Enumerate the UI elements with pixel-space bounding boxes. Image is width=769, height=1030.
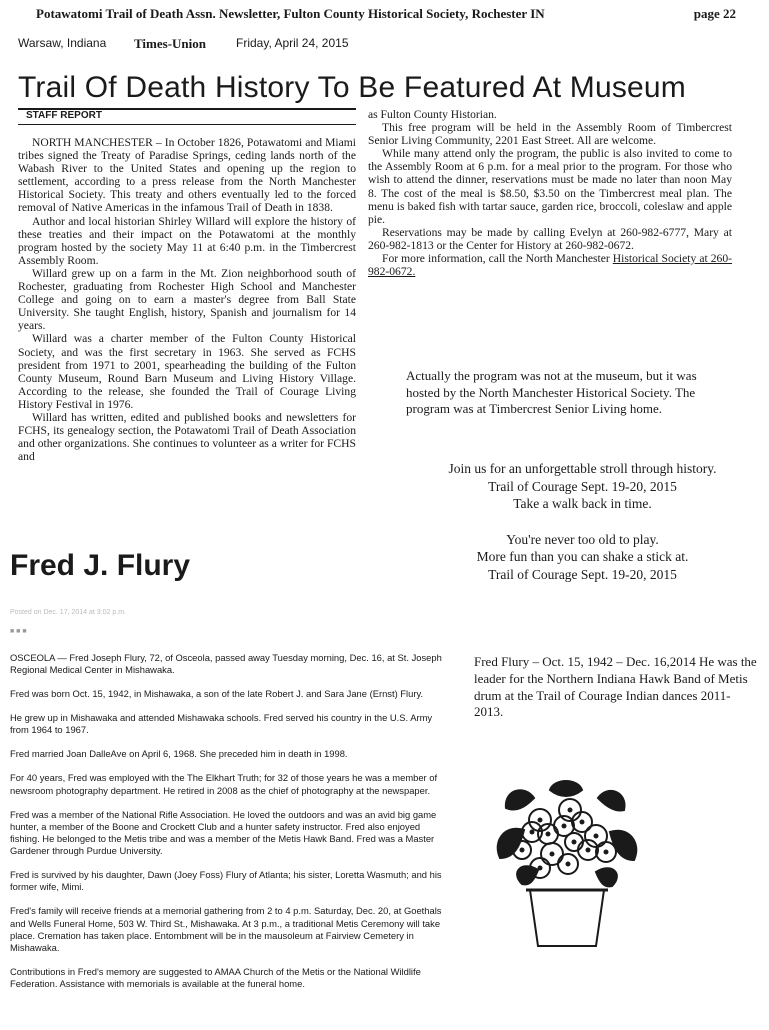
article-paragraph: Author and local historian Shirley Willard will explore the history of these treaties and their impact on the Potawatomi at the monthly program hosted by the society May 11 at 6:40 p.m. in the Timbercrest Assembly Room. xyxy=(18,214,356,267)
obituary-paragraph: Fred married Joan DalleAve on April 6, 1968. She preceded him in death in 1998. xyxy=(10,748,348,760)
obituary-paragraph: He grew up in Mishawaka and attended Mishawaka schools. Fred served his country in the U.S. Army from 1964 to 1967. xyxy=(10,712,433,736)
obituary-paragraph: For 40 years, Fred was employed with the The Elkhart Truth; for 32 of those years he was a member of newsroom photography department. He retired in 2008 as the chief of photography at the newspaper. xyxy=(10,772,438,796)
editor-note: Actually the program was not at the museum, but it was hosted by the North Manchester Historical Society. The program was at Timbercrest Senior Living home. xyxy=(406,368,697,416)
paper-dateline xyxy=(18,36,378,54)
paper-name: Times-Union xyxy=(134,36,206,51)
article-headline: Trail Of Death History To Be Featured At Museum xyxy=(18,71,686,104)
invite-line: Join us for an unforgettable stroll through history. xyxy=(448,461,717,476)
contact-phone: Historical Society at 260-982-0672. xyxy=(368,252,732,279)
article-byline: STAFF REPORT xyxy=(26,110,102,121)
contact-text: For more information, call the North Manchester xyxy=(382,252,610,266)
trail-of-courage-invite xyxy=(410,460,755,583)
paper-city: Warsaw, Indiana xyxy=(18,36,107,50)
article-paragraph-last xyxy=(368,252,732,278)
article-paragraph: Reservations may be made by calling Evelyn at 260-982-6777, Mary at 260-982-1813 or the Center for History at 260-982-0672. xyxy=(368,225,732,252)
paper-date: Friday, April 24, 2015 xyxy=(236,36,349,50)
invite-line: More fun than you can shake a stick at. xyxy=(476,549,689,564)
article-column-2 xyxy=(368,108,732,278)
article-paragraph: as Fulton County Historian. xyxy=(368,108,497,121)
obituary-paragraph: Fred was a member of the National Rifle Association. He loved the outdoors and was an avid big game hunter, a member of the Boone and Crockett Club and a hunter safety instructor. Fred also enjoyed fishing. He belonged to the Metis tribe and was a member of the Metis Hawk Band. Fred was a Master Gardener through Purdue University. xyxy=(10,808,437,857)
newsletter-header xyxy=(36,6,736,26)
article-column-1 xyxy=(18,136,356,463)
obituary-title: Fred J. Flury xyxy=(10,549,191,582)
obituary-paragraph: Fred's family will receive friends at a memorial gathering from 2 to 4 p.m. Saturday, Dec. 20, at Goethals and Wells Funeral Home, 503 W. Third St., Mishawaka. At 3 p.m., a traditional Metis Ceremony will take place. Cremation has taken place. Entombment will be in the mausoleum at Fairview Cemetery in Mishawaka. xyxy=(10,905,442,954)
obituary-body xyxy=(10,652,448,1002)
article-paragraph: Willard grew up on a farm in the Mt. Zion neighborhood south of Rochester, graduating from Rochester High School and Manchester College and going on to earn a master's degree from Ball State University. She taught English, history, Spanish and journalism for 14 years. xyxy=(18,266,356,333)
newsletter-title: Potawatomi Trail of Death Assn. Newsletter, Fulton County Historical Society, Rochester IN xyxy=(36,6,545,21)
invite-spacer xyxy=(410,513,755,531)
article-paragraph: Willard was a charter member of the Fulton County Historical Society, and was the first secretary in 1963. She served as FCHS president from 1971 to 2001, spearheading the building of the Fulton County Museum, Round Barn Museum and Living History Village. According to the release, she founded the Trail of Courage Living History Festival in 1976. xyxy=(18,332,356,411)
byline-rule-bottom xyxy=(18,124,356,125)
posted-timestamp: Posted on Dec. 17, 2014 at 3:02 p.m. xyxy=(10,609,126,616)
invite-line: Trail of Courage Sept. 19-20, 2015 xyxy=(488,478,677,494)
obituary-paragraph: OSCEOLA — Fred Joseph Flury, 72, of Osceola, passed away Tuesday morning, Dec. 16, at St. Joseph Regional Medical Center in Mishawaka. xyxy=(10,652,442,676)
obituary-paragraph: Contributions in Fred's memory are suggested to AMAA Church of the Metis or the National Wildlife Federation. Assistance with memorials is available at the funeral home. xyxy=(10,966,421,990)
photo-caption: Fred Flury – Oct. 15, 1942 – Dec. 16,2014 He was the leader for the Northern Indiana Hawk Band of Metis drum at the Trail of Courage Indian dances 2011-2013. xyxy=(474,654,757,720)
article-paragraph: This free program will be held in the Assembly Room of Timbercrest Senior Living Community, 2201 East Street. All are welcome. xyxy=(368,121,732,148)
invite-line: Trail of Courage Sept. 19-20, 2015 xyxy=(488,566,677,582)
article-paragraph: Willard has written, edited and published books and newsletters for FCHS, its genealogy section, the Potawatomi Trail of Death Association and other organizations. She continues to volunteer as a writer for FCHS and xyxy=(18,410,356,464)
invite-line: Take a walk back in time. xyxy=(513,496,652,511)
obituary-paragraph: Fred is survived by his daughter, Dawn (Joey Foss) Flury of Atlanta; his sister, Loretta Wasmuth; and his former wife, Mimi. xyxy=(10,869,442,893)
article-paragraph: While many attend only the program, the public is also invited to come to the Assembly Room at 6 p.m. for a meal prior to the program. For those who wish to attend the dinner, reservations must be made no later than noon May 8. The cost of the meal is $8.50, $3.50 on the Timbercrest meal plan. The menu is baked fish with tartar sauce, garden rice, broccoli, coleslaw and apple pie. xyxy=(368,147,732,226)
share-icons: ■ ■ ■ xyxy=(10,628,27,635)
article-paragraph: NORTH MANCHESTER – In October 1826, Potawatomi and Miami tribes signed the Treaty of Paradise Springs, ceding lands north of the Wabash River to the United States and opening up the region to settlement, according to a press release from the North Manchester Historical Society. This treaty and others eventually led to the forced removal of Native Americas in the infamous Trail of Death in 1838. xyxy=(18,136,356,215)
invite-line: You're never too old to play. xyxy=(506,531,659,547)
flower-pot-illustration xyxy=(492,780,642,952)
obituary-paragraph: Fred was born Oct. 15, 1942, in Mishawaka, a son of the late Robert J. and Sara Jane (Ernst) Flury. xyxy=(10,688,424,700)
page-number: page 22 xyxy=(693,6,736,21)
